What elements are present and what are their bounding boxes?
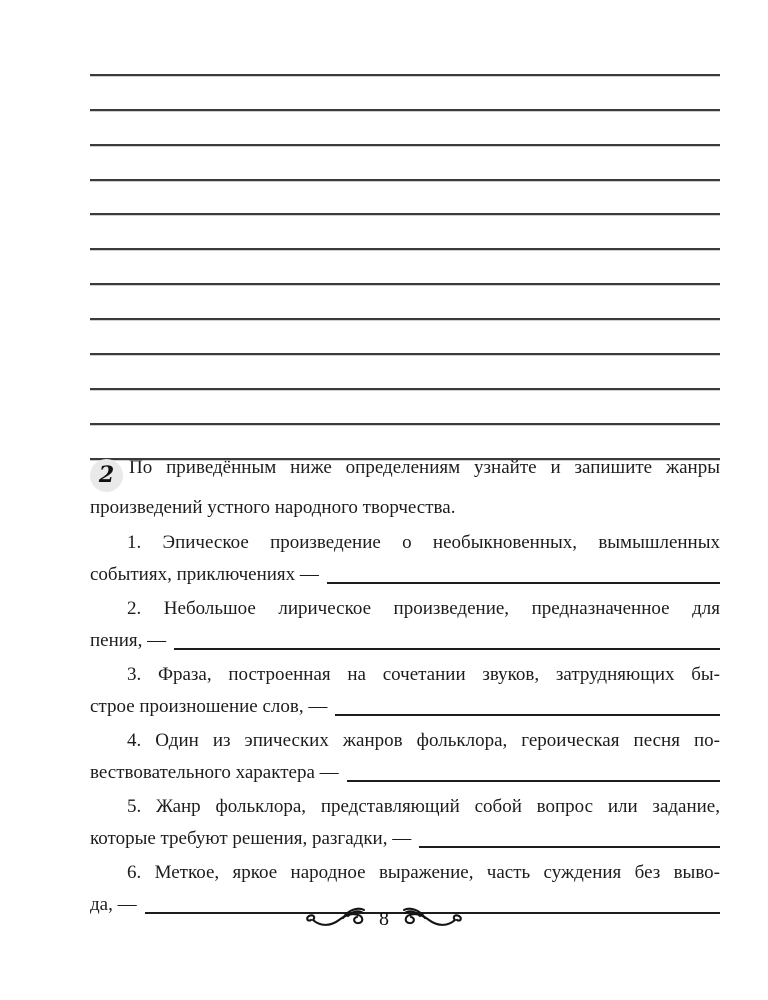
flourish-left-icon xyxy=(305,906,367,932)
definition-fill-row xyxy=(90,559,720,592)
definition-text: 2. Небольшое лирическое произведение, предназначенное для xyxy=(127,597,720,619)
definition-text: 5. Жанр фольклора, представляющий собой вопрос или задание, xyxy=(127,795,720,817)
writing-line[interactable] xyxy=(90,390,720,425)
writing-line[interactable] xyxy=(90,355,720,390)
definition-fill-row xyxy=(90,757,720,790)
task-intro-text2: произведений устного народного творчества. xyxy=(90,497,456,518)
definition-text-continued: событиях, приключениях — xyxy=(90,564,319,585)
answer-blank[interactable] xyxy=(335,714,720,716)
writing-lines xyxy=(90,41,720,460)
task-block xyxy=(90,452,720,922)
definition-text: 4. Один из эпических жанров фольклора, героическая песня по- xyxy=(127,729,720,751)
definition-fill-row xyxy=(90,823,720,856)
definition-item-4 xyxy=(90,725,720,790)
definition-text: 6. Меткое, яркое народное выражение, часть суждения без выво- xyxy=(127,861,720,883)
definition-text-continued: вествовательного характера — xyxy=(90,762,339,783)
definition-item-2 xyxy=(90,593,720,658)
definition-fill-row xyxy=(90,625,720,658)
task-number-badge: 2 xyxy=(90,459,123,492)
definition-text-continued: строе произношение слов, — xyxy=(90,696,328,717)
writing-line[interactable] xyxy=(90,181,720,216)
task-intro-text1: По приведённым ниже определениям узнайте и запишите жанры xyxy=(129,457,720,478)
definition-text-continued: которые требуют решения, разгадки, — xyxy=(90,828,412,849)
definition-text-continued: да, — xyxy=(90,894,137,915)
answer-blank[interactable] xyxy=(419,846,720,848)
definition-item-3 xyxy=(90,659,720,724)
answer-blank[interactable] xyxy=(174,648,720,650)
definition-fill-row xyxy=(90,691,720,724)
flourish-right-icon xyxy=(401,906,463,932)
answer-blank[interactable] xyxy=(327,582,720,584)
answer-blank[interactable] xyxy=(347,780,720,782)
writing-line[interactable] xyxy=(90,41,720,76)
writing-line[interactable] xyxy=(90,285,720,320)
page-number: 8 xyxy=(379,907,389,930)
task-intro-line1 xyxy=(90,452,720,492)
definition-text: 1. Эпическое произведение о необыкновенных, вымышленных xyxy=(127,531,720,553)
writing-line[interactable] xyxy=(90,215,720,250)
writing-line[interactable] xyxy=(90,250,720,285)
writing-line[interactable] xyxy=(90,76,720,111)
definition-item-1 xyxy=(90,527,720,592)
definition-text: 3. Фраза, построенная на сочетании звуков, затрудняющих бы- xyxy=(127,663,720,685)
task-intro xyxy=(90,452,720,525)
writing-line[interactable] xyxy=(90,146,720,181)
writing-line[interactable] xyxy=(90,320,720,355)
page-footer xyxy=(0,906,768,932)
writing-line[interactable] xyxy=(90,111,720,146)
definition-item-5 xyxy=(90,791,720,856)
definition-text-continued: пения, — xyxy=(90,630,167,651)
